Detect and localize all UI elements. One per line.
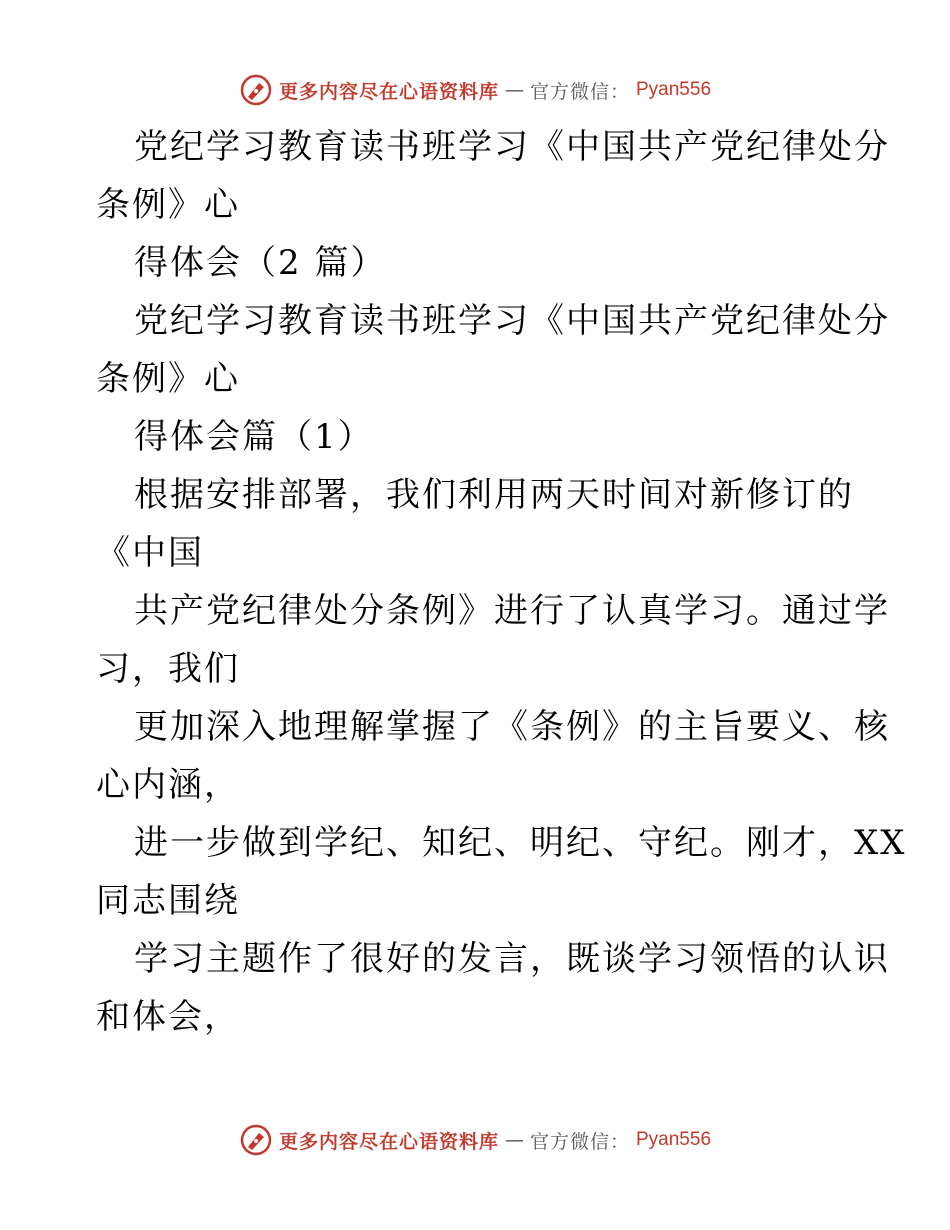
doc-line-6: 得体会篇（1） (134, 417, 374, 457)
doc-line-10: 习，我们 (96, 649, 240, 689)
doc-line-16: 和体会， (96, 997, 240, 1037)
footer-site-text: 更多内容尽在心语资料库 (278, 1130, 499, 1153)
header-banner (0, 70, 950, 110)
footer-banner (0, 1120, 950, 1160)
doc-line-15: 学习主题作了很好的发言，既谈学习领悟的认识 (134, 939, 890, 979)
document-body (96, 118, 907, 1046)
doc-line-8: 《中国 (96, 533, 204, 573)
header-dash: — (504, 79, 524, 101)
doc-line-12: 心内涵， (96, 765, 240, 805)
doc-line-13: 进一步做到学纪、知纪、明纪、守纪。刚才，XX (134, 823, 907, 863)
footer-dash: — (504, 1129, 524, 1151)
doc-line-11: 更加深入地理解掌握了《条例》的主旨要义、核 (134, 707, 890, 747)
header-wechat-label: 官方微信： (529, 80, 630, 103)
doc-line-7: 根据安排部署，我们利用两天时间对新修订的 (134, 475, 854, 515)
header-banner-inner (239, 73, 711, 107)
footer-wechat-label: 官方微信： (529, 1130, 630, 1153)
doc-line-1: 党纪学习教育读书班学习《中国共产党纪律处分 (134, 127, 890, 167)
doc-line-5: 条例》心 (96, 359, 240, 399)
pen-nib-logo-icon (239, 1123, 273, 1157)
doc-line-2: 条例》心 (96, 185, 240, 225)
header-site-text: 更多内容尽在心语资料库 (278, 80, 499, 103)
doc-line-14: 同志围绕 (96, 881, 240, 921)
header-wechat-id: Pyan556 (636, 79, 712, 100)
doc-line-4: 党纪学习教育读书班学习《中国共产党纪律处分 (134, 301, 890, 341)
pen-nib-logo-icon (239, 73, 273, 107)
doc-line-9: 共产党纪律处分条例》进行了认真学习。通过学 (134, 591, 890, 631)
footer-wechat-id: Pyan556 (636, 1129, 712, 1150)
doc-line-3: 得体会（2 篇） (134, 243, 387, 283)
footer-banner-inner (239, 1123, 711, 1157)
